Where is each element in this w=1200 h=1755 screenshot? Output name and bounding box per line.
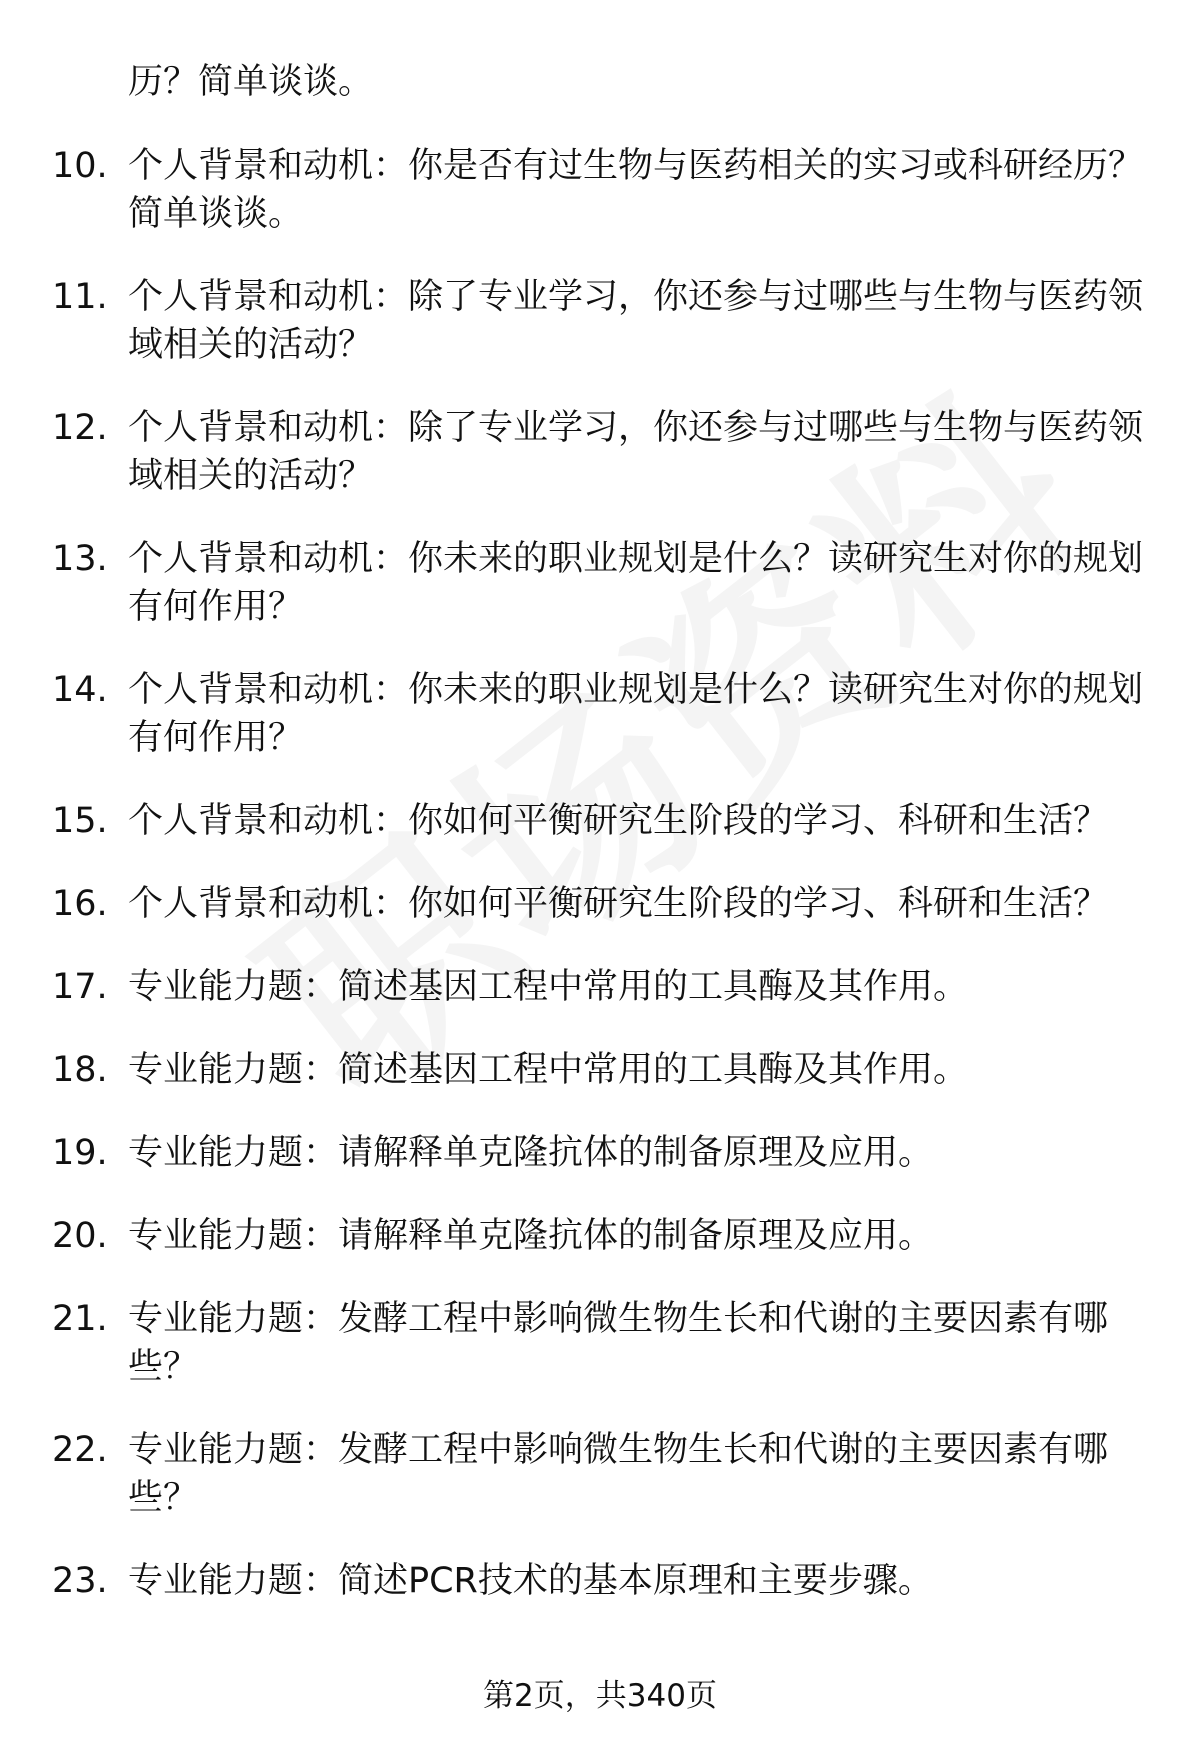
question-number: 13. bbox=[52, 539, 108, 579]
question-number: 21. bbox=[52, 1299, 108, 1339]
question-text: 个人背景和动机：你是否有过生物与医药相关的实习或科研经历？简单谈谈。 bbox=[128, 146, 1144, 234]
question-item bbox=[0, 880, 1200, 928]
page-footer: 第2页，共340页 bbox=[483, 1678, 717, 1714]
question-number: 19. bbox=[52, 1133, 108, 1173]
question-item bbox=[0, 535, 1200, 631]
question-number: 18. bbox=[52, 1050, 108, 1090]
question-text: 个人背景和动机：除了专业学习，你还参与过哪些与生物与医药领域相关的活动？ bbox=[128, 277, 1144, 365]
question-text: 专业能力题：简述PCR技术的基本原理和主要步骤。 bbox=[128, 1561, 933, 1601]
question-number: 23. bbox=[52, 1561, 108, 1601]
question-item bbox=[0, 666, 1200, 762]
question-number: 12. bbox=[52, 408, 108, 448]
question-item bbox=[0, 404, 1200, 500]
question-number: 20. bbox=[52, 1216, 108, 1256]
question-item bbox=[0, 1557, 1200, 1605]
question-number: 17. bbox=[52, 967, 108, 1007]
question-number: 11. bbox=[52, 277, 108, 317]
question-item bbox=[0, 1295, 1200, 1391]
question-text: 个人背景和动机：你如何平衡研究生阶段的学习、科研和生活？ bbox=[128, 801, 1109, 841]
question-item bbox=[0, 1129, 1200, 1177]
question-number: 15. bbox=[52, 801, 108, 841]
question-text: 专业能力题：请解释单克隆抗体的制备原理及应用。 bbox=[128, 1216, 934, 1256]
question-text: 个人背景和动机：除了专业学习，你还参与过哪些与生物与医药领域相关的活动？ bbox=[128, 408, 1144, 496]
question-number: 14. bbox=[52, 670, 108, 710]
question-text: 专业能力题：简述基因工程中常用的工具酶及其作用。 bbox=[128, 967, 969, 1007]
question-text: 个人背景和动机：你如何平衡研究生阶段的学习、科研和生活？ bbox=[128, 884, 1109, 924]
question-item bbox=[0, 142, 1200, 238]
question-text: 个人背景和动机：你未来的职业规划是什么？读研究生对你的规划有何作用？ bbox=[128, 539, 1144, 627]
question-item bbox=[0, 963, 1200, 1011]
question-number: 10. bbox=[52, 146, 108, 186]
question-number: 22. bbox=[52, 1430, 108, 1470]
question-item bbox=[0, 797, 1200, 845]
question-item bbox=[0, 273, 1200, 369]
continuation-text: 历？简单谈谈。 bbox=[128, 62, 374, 102]
question-text: 专业能力题：发酵工程中影响微生物生长和代谢的主要因素有哪些？ bbox=[128, 1299, 1109, 1387]
question-item bbox=[0, 1426, 1200, 1522]
question-text: 专业能力题：发酵工程中影响微生物生长和代谢的主要因素有哪些？ bbox=[128, 1430, 1109, 1518]
question-list bbox=[0, 142, 1200, 1640]
question-text: 个人背景和动机：你未来的职业规划是什么？读研究生对你的规划有何作用？ bbox=[128, 670, 1144, 758]
question-item bbox=[0, 1046, 1200, 1094]
question-text: 专业能力题：请解释单克隆抗体的制备原理及应用。 bbox=[128, 1133, 934, 1173]
question-text: 专业能力题：简述基因工程中常用的工具酶及其作用。 bbox=[128, 1050, 969, 1090]
question-number: 16. bbox=[52, 884, 108, 924]
question-item bbox=[0, 1212, 1200, 1260]
